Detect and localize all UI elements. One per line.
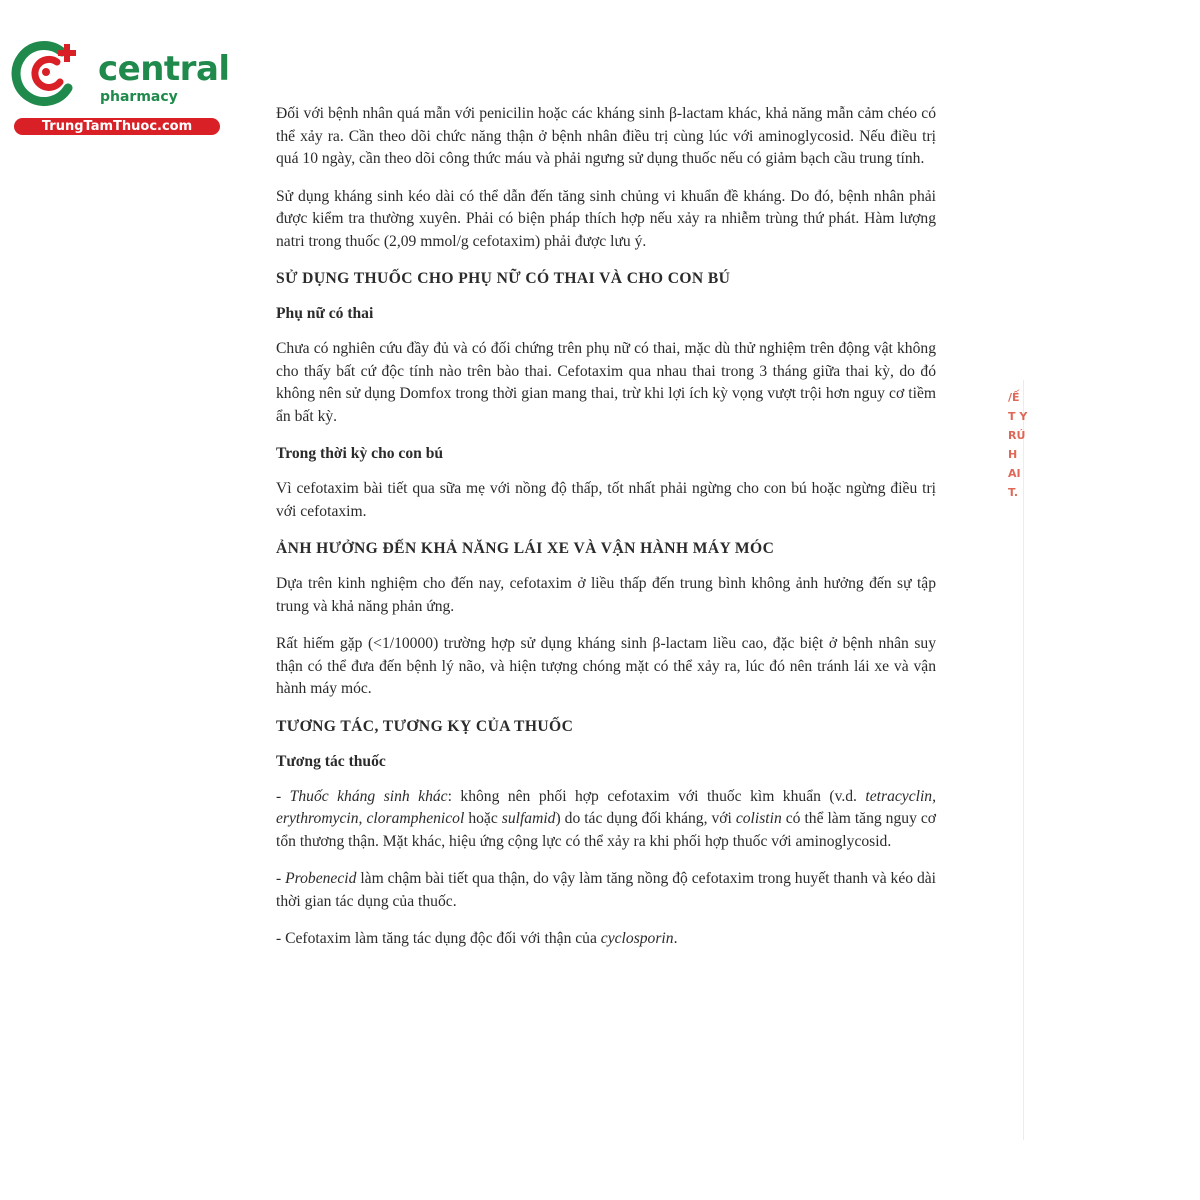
paragraph-prolonged-use: Sử dụng kháng sinh kéo dài có thể dẫn đến tăng sinh chủng vi khuẩn đề kháng. Do đó, bệnh nhân phải được kiểm tra thường xuyên. Phải có biện pháp thích hợp nếu xảy ra nhiễm trùng thứ phát. Hàm lượng natri trong thuốc (2,09 mmol/g cefotaxim) phải được lưu ý. [276,187,936,250]
paragraph-interaction-probenecid [276,868,936,913]
text-run: : không nên phối hợp cefotaxim với thuốc kìm khuẩn (v.d. [447,787,866,805]
paragraph-driving-2: Rất hiếm gặp (<1/10000) trường hợp sử dụng kháng sinh β-lactam liều cao, đặc biệt ở bệnh nhân suy thận có thể đưa đến bệnh lý não, và hiện tượng chóng mặt có thể xảy ra, lúc đó nên tránh lái xe và vận hành máy móc. [276,635,936,697]
paragraph-hypersensitivity: Đối với bệnh nhân quá mẫn với penicilin hoặc các kháng sinh β-lactam khác, khả năng mẫn cảm chéo có thể xảy ra. Cần theo dõi chức năng thận ở bệnh nhân điều trị cùng lúc với aminoglycosid. Nếu điều trị quá 10 ngày, cần theo dõi công thức máu và phải ngưng sử dụng thuốc nếu có giảm bạch cầu trung tính. [276,105,936,167]
brand-subtitle: pharmacy [100,89,178,105]
pharmacy-cross-logo-icon [10,38,92,108]
subheading-drug-interactions: Tương tác thuốc [276,752,386,770]
text-italic: tetracyclin, erythromycin, cloramphenicol [276,787,936,827]
text-run: hoặc [464,810,502,827]
heading-driving-machinery: ẢNH HƯỞNG ĐẾN KHẢ NĂNG LÁI XE VÀ VẬN HÀNH MÁY MÓC [276,540,775,557]
brand-website-label[interactable]: TrungTamThuoc.com [14,118,220,135]
text-run: có thể làm tăng nguy cơ tổn thương thận. Mặt khác, hiệu ứng cộng lực có thể xảy ra khi phối hợp thuốc với aminoglycosid. [276,810,937,850]
text-run: - [276,870,286,887]
text-run: - Cefotaxim làm tăng tác dụng độc đối với thận của [276,930,601,947]
document-body [276,103,936,966]
paragraph-lactation: Vì cefotaxim bài tiết qua sữa mẹ với nồng độ thấp, tốt nhất phải ngừng cho con bú hoặc ngừng điều trị với cefotaxim. [276,480,936,520]
heading-pregnancy-lactation: SỬ DỤNG THUỐC CHO PHỤ NỮ CÓ THAI VÀ CHO CON BÚ [276,270,731,287]
paragraph-driving-1: Dựa trên kinh nghiệm cho đến nay, cefotaxim ở liều thấp đến trung bình không ảnh hưởng đến sự tập trung và khả năng phản ứng. [276,575,936,615]
text-run: làm chậm bài tiết qua thận, do vậy làm tăng nồng độ cefotaxim trong huyết thanh và kéo dài thời gian tác dụng của thuốc. [276,870,937,910]
stamp-text: /Ế [1008,391,1020,404]
stamp-text: RÚ [1008,429,1026,442]
stamp-text: T. [1008,486,1019,499]
heading-interactions: TƯƠNG TÁC, TƯƠNG KỴ CỦA THUỐC [276,717,574,735]
stamp-text: H [1008,448,1018,461]
paragraph-interaction-antibiotics [276,786,936,854]
brand-name: central [98,49,230,89]
paragraph-pregnancy: Chưa có nghiên cứu đầy đủ và có đối chứng trên phụ nữ có thai, mặc dù thử nghiệm trên động vật không cho thấy bất cứ độc tính nào trên bào thai. Cefotaxim qua nhau thai trong 3 tháng giữa thai kỳ, do đó không nên sử dụng Domfox trong thời gian mang thai, trừ khi lợi ích kỳ vọng vượt trội hơn nguy cơ tiềm ẩn bất kỳ. [276,340,936,425]
red-stamp-fragment [1008,388,1028,538]
brand-logo[interactable] [10,38,230,138]
text-italic: Probenecid [285,870,357,887]
stamp-text: AI [1008,467,1021,480]
subheading-pregnant-women: Phụ nữ có thai [276,305,374,322]
text-italic: sulfamid [501,810,556,827]
paragraph-interaction-cyclosporin [276,928,936,951]
text-italic: colistin [735,810,782,827]
text-italic: cyclosporin [600,930,674,947]
text-run: ) do tác dụng đối kháng, với [555,810,736,827]
text-italic: Thuốc kháng sinh khác [289,787,448,805]
subheading-lactation: Trong thời kỳ cho con bú [276,445,444,462]
stamp-text: T Y [1008,410,1028,423]
text-run: - [276,787,290,805]
text-run: . [673,930,678,947]
